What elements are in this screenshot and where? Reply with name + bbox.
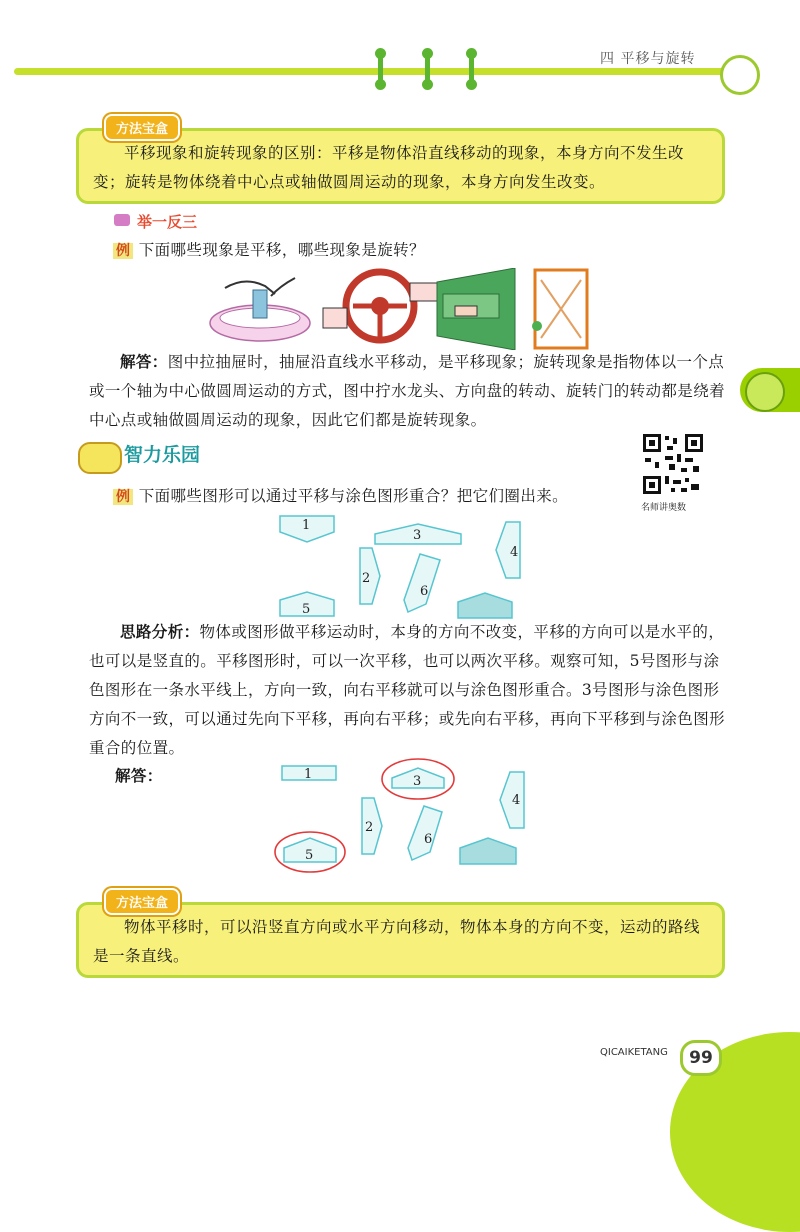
shape-number: 5 [305,848,314,863]
answer-text: 图中拉抽屉时，抽屉沿直线水平移动，是平移现象；旋转现象是指物体以一个点或一个轴为中心做圆周运动的方式，图中拧水龙头、方向盘的转动、旋转门的转动都是绕着中心点或轴做圆周运动的现象，因此它们都是旋转现象。 [89,353,726,429]
shape-4 [500,772,524,828]
shape-2 [360,548,380,604]
analysis-text: 物体或图形做平移运动时，本身的方向不改变，平移的方向可以是水平的，也可以是竖直的。平移图形时，可以一次平移，也可以两次平移。观察可知，5号图形与涂色图形在一条水平线上，方向一致，向右平移就可以与涂色图形重合。3号图形与涂色图形方向不一致，可以通过先向下平移，再向右平移；或先向右平移，再向下平移到与涂色图形重合的位置。 [89,623,726,757]
shape-3 [375,524,461,544]
shape-number: 4 [512,793,521,808]
example-answer [89,348,725,435]
example-label: 例 [113,489,133,505]
page-number: 99 [680,1040,722,1076]
example-question [113,236,425,266]
header-peg [425,52,430,86]
chapter-title: 四 平移与旋转 [600,51,696,67]
shape-figure-answer [270,752,530,882]
example-question [113,482,568,512]
method-box-tag: 方法宝盒 [104,114,180,141]
drawer-illustration [437,268,515,350]
example-label: 例 [113,243,133,259]
shape-1 [282,766,336,782]
shape-4 [496,522,520,578]
qr-caption: 名师讲奥数 [641,503,687,513]
shape-number: 1 [304,767,313,782]
shape-number: 3 [413,774,422,789]
shape-number: 2 [362,571,371,586]
shape-5 [280,592,334,617]
shape-5 [284,838,336,863]
bee-icon [78,442,122,474]
qr-code-icon[interactable] [641,432,705,496]
section-title: 举一反三 [137,213,198,231]
chapter-badge-icon [720,55,760,95]
section-title: 智力乐园 [124,444,201,466]
shape-number: 2 [365,820,374,835]
method-box-text: 平移现象和旋转现象的区别：平移是物体沿直线移动的现象，本身方向不发生改变；旋转是物体绕着中心点或轴做圆周运动的现象，本身方向发生改变。 [93,144,685,191]
answer-label: 解答： [120,353,168,371]
shape-3 [392,768,444,789]
shape-1 [280,516,334,542]
shape-number: 5 [302,602,311,617]
shape-number: 4 [510,545,519,560]
steering-wheel-illustration [323,272,438,340]
analysis [89,618,725,763]
footer-brand: QICAIKETANG [600,1047,668,1058]
shape-number: 6 [424,832,433,847]
shape-2 [362,798,382,854]
shape-number: 1 [302,518,311,533]
frog-icon [745,372,785,412]
method-box-text: 物体平移时，可以沿竖直方向或水平方向移动，物体本身的方向不变，运动的路线是一条直线。 [93,918,701,965]
eraser-icon [114,214,130,226]
shape-6 [404,554,440,612]
phenomena-illustrations [205,268,590,350]
header-peg [469,52,474,86]
method-box-tag: 方法宝盒 [104,888,180,915]
header-peg [378,52,383,86]
shaded-shape [458,593,512,618]
shape-6 [408,806,442,860]
revolving-door-illustration [532,270,587,348]
faucet-illustration [210,278,310,341]
shape-figure-question [270,510,530,620]
example-question-text: 下面哪些现象是平移，哪些现象是旋转？ [138,241,425,259]
shaded-shape [460,838,516,864]
analysis-label: 思路分析： [120,623,200,641]
header-rule [14,68,730,75]
example-question-text: 下面哪些图形可以通过平移与涂色图形重合？把它们圈出来。 [138,487,569,505]
shape-number: 6 [420,584,429,599]
shape-number: 3 [413,528,422,543]
answer-label: 解答： [115,767,163,785]
